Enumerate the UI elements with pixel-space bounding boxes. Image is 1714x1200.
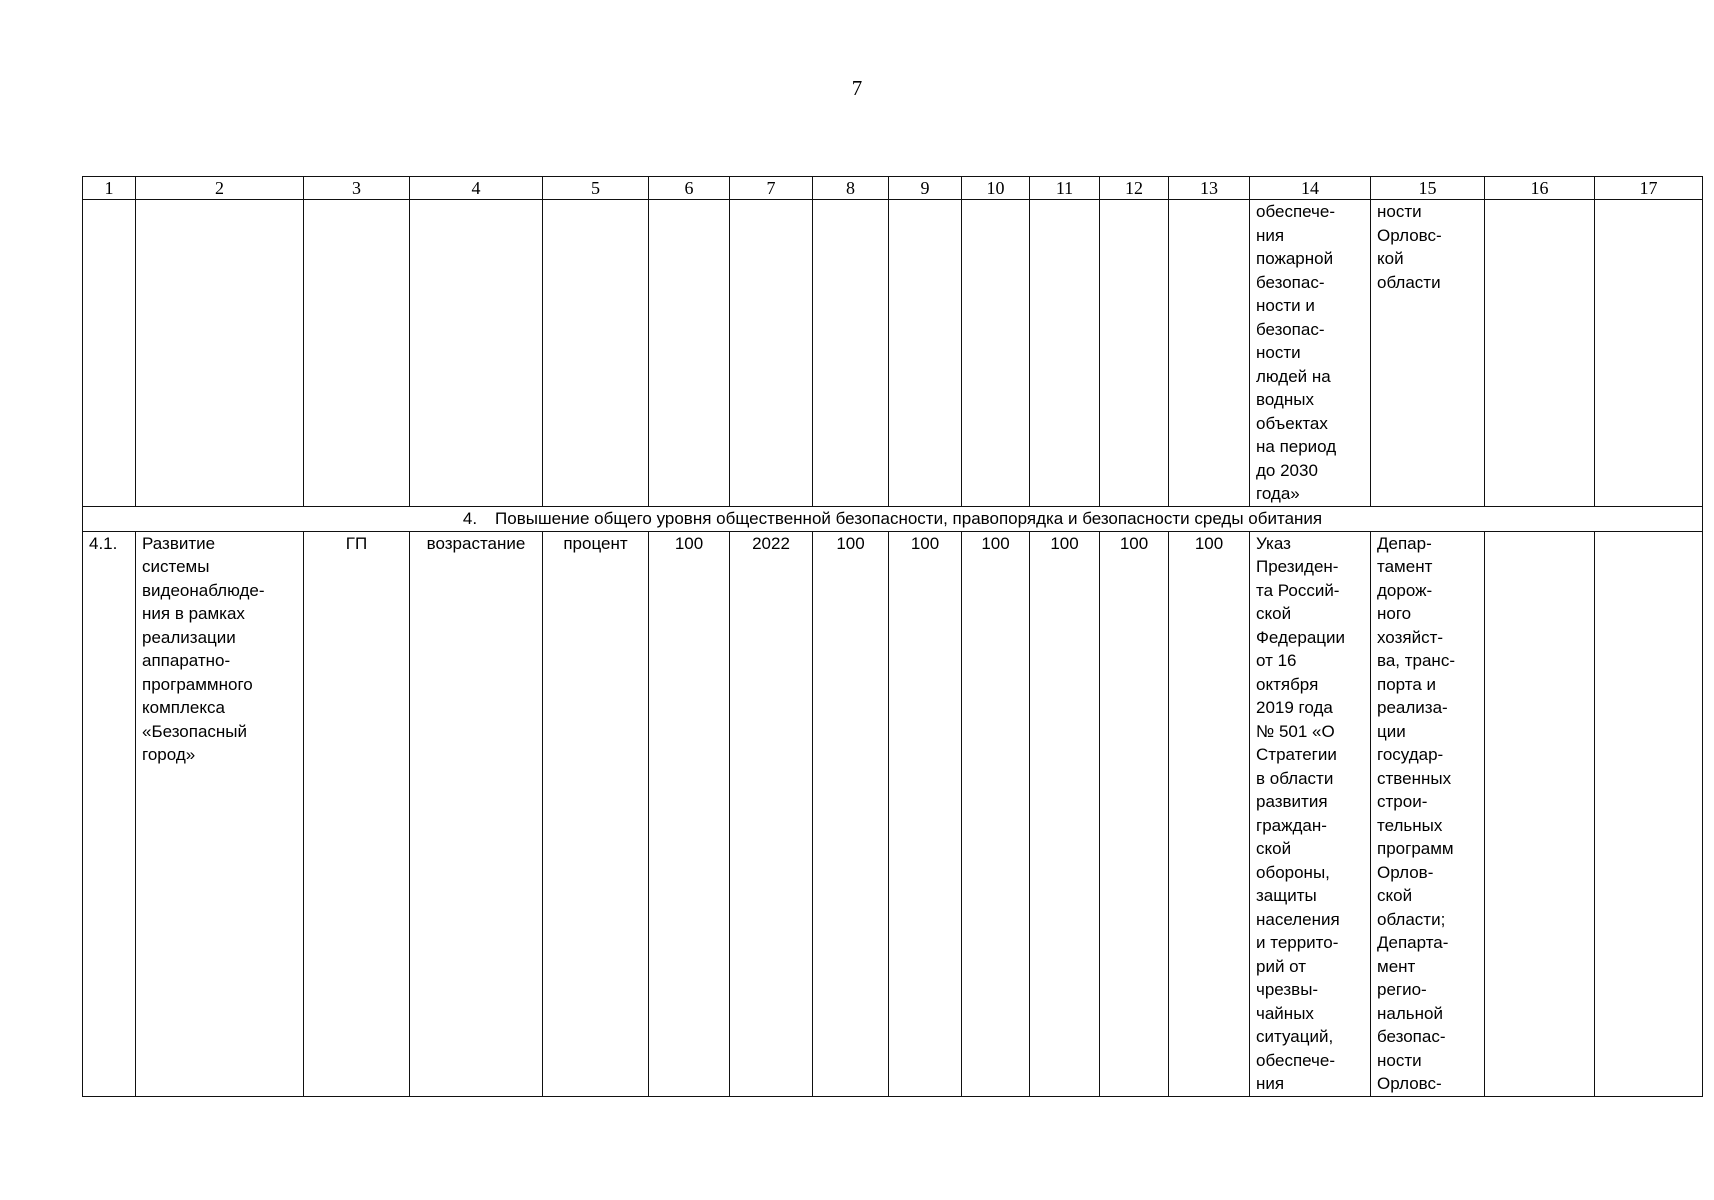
table-cell: [543, 200, 649, 507]
continuation-responsible-text: ности Орловс- кой области: [1377, 202, 1442, 292]
header-cell-10: 10: [962, 177, 1030, 200]
continuation-row: [83, 200, 1703, 507]
header-cell-16: 16: [1485, 177, 1595, 200]
header-cell-5: 5: [543, 177, 649, 200]
header-row: [83, 177, 1703, 200]
table-cell: [649, 200, 730, 507]
table-cell: [1485, 531, 1595, 1096]
section-heading: [83, 506, 1703, 531]
table-cell: [136, 200, 304, 507]
table-cell: [136, 531, 304, 1096]
indicator-trend: возрастание: [410, 531, 543, 1096]
base-value: 100: [649, 531, 730, 1096]
header-cell-3: 3: [304, 177, 410, 200]
value-col-13: 100: [1169, 531, 1250, 1096]
indicator-name: Развитие системы видеонаблюде- ния в рамках реализации аппаратно- программного комплекса «Безопасный город»: [142, 533, 265, 764]
table-cell: [1595, 200, 1703, 507]
value-col-12: 100: [1100, 531, 1169, 1096]
header-cell-8: 8: [813, 177, 889, 200]
value-col-10: 100: [962, 531, 1030, 1096]
table-cell: [730, 200, 813, 507]
header-cell-17: 17: [1595, 177, 1703, 200]
header-cell-1: 1: [83, 177, 136, 200]
header-cell-13: 13: [1169, 177, 1250, 200]
header-cell-15: 15: [1371, 177, 1485, 200]
value-col-8: 100: [813, 531, 889, 1096]
header-cell-9: 9: [889, 177, 962, 200]
table-cell: [83, 200, 136, 507]
table-cell: [1371, 200, 1485, 507]
row-number: 4.1.: [83, 531, 136, 1096]
continuation-document-text: обеспече- ния пожарной безопас- ности и безопас- ности людей на водных объектах на период до 2030 года»: [1256, 202, 1337, 503]
section-number: 4.: [462, 508, 478, 528]
table-cell: [962, 200, 1030, 507]
header-cell-6: 6: [649, 177, 730, 200]
table-cell: [889, 200, 962, 507]
header-cell-4: 4: [410, 177, 543, 200]
header-cell-12: 12: [1100, 177, 1169, 200]
header-cell-11: 11: [1030, 177, 1100, 200]
table-cell: [1250, 531, 1371, 1096]
basis-document: Указ Президен- та Россий- ской Федерации от 16 октября 2019 года № 501 «О Стратегии в области развития граждан- ской обороны, защиты населения и террито- рий от чрезвы- чайных ситуаций, обеспече- ния: [1256, 533, 1346, 1093]
header-cell-7: 7: [730, 177, 813, 200]
base-year: 2022: [730, 531, 813, 1096]
table-cell: [1595, 531, 1703, 1096]
table-cell: [813, 200, 889, 507]
table-cell: [1169, 200, 1250, 507]
table-row: [83, 531, 1703, 1096]
indicators-table: [82, 176, 1703, 1097]
section-title: Повышение общего уровня общественной безопасности, правопорядка и безопасности среды обитания: [495, 508, 1323, 528]
table-cell: [1100, 200, 1169, 507]
indicator-unit: процент: [543, 531, 649, 1096]
table-cell: [1485, 200, 1595, 507]
section-row: [83, 506, 1703, 531]
table-cell: [410, 200, 543, 507]
value-col-11: 100: [1030, 531, 1100, 1096]
value-col-9: 100: [889, 531, 962, 1096]
table-cell: [1250, 200, 1371, 507]
table-cell: [1030, 200, 1100, 507]
indicator-type: ГП: [304, 531, 410, 1096]
page-number: 7: [851, 76, 863, 100]
table-cell: [1371, 531, 1485, 1096]
header-cell-2: 2: [136, 177, 304, 200]
table-cell: [304, 200, 410, 507]
responsible-body: Депар- тамент дорож- ного хозяйст- ва, транс- порта и реализа- ции государ- ственных строи- тельных программ Орлов- ской области; Департа- мент регио- нальной безопас- ности Орловс-: [1377, 533, 1455, 1093]
header-cell-14: 14: [1250, 177, 1371, 200]
